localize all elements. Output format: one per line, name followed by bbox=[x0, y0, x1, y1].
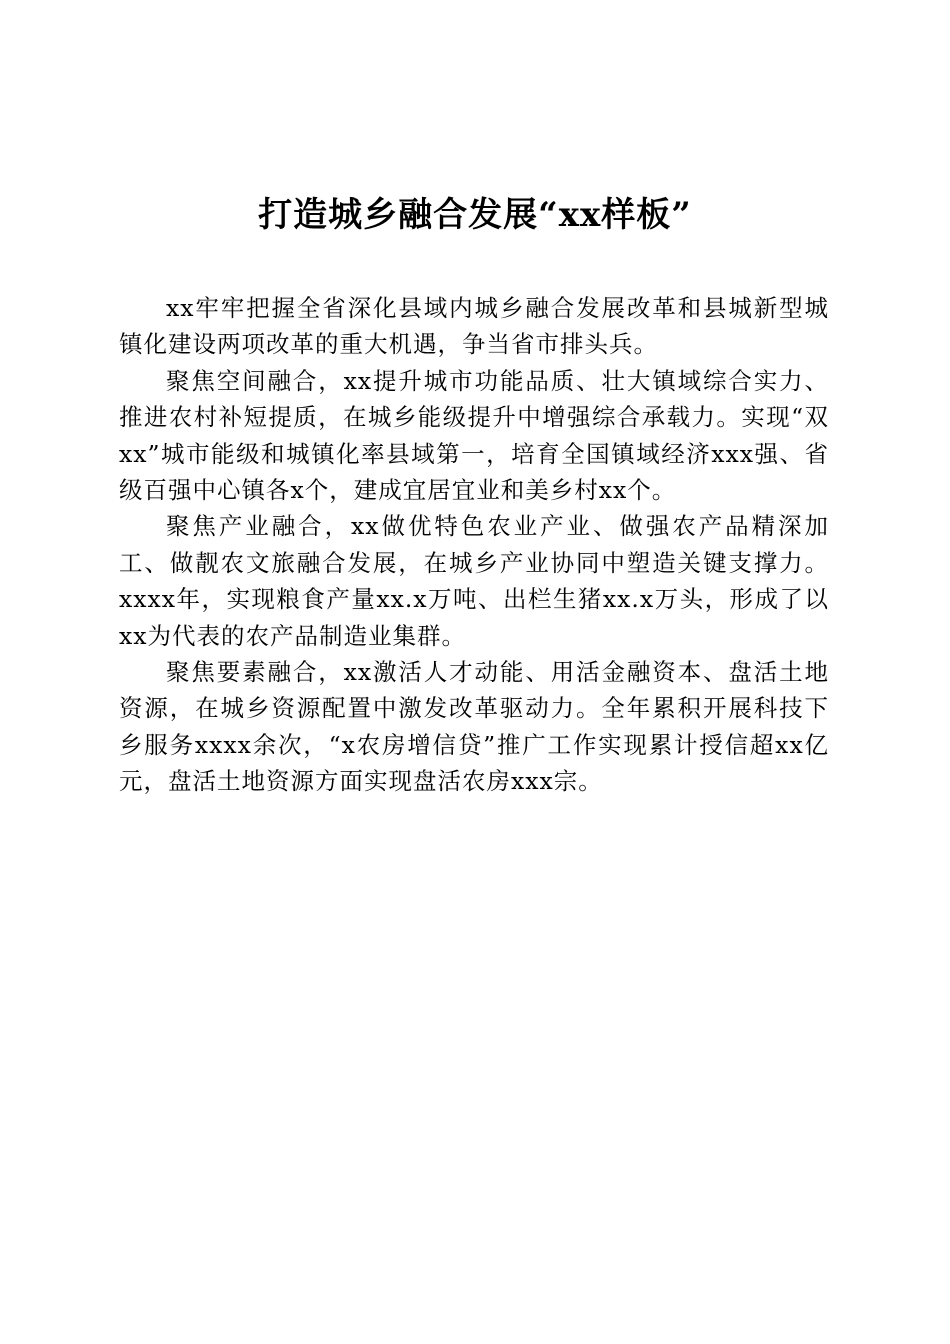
paragraph-industry-integration: 聚焦产业融合，xx做优特色农业产业、做强农产品精深加工、做靓农文旅融合发展，在城乡产业协同中塑造关键支撑力。xxxx年，实现粮食产量xx.x万吨、出栏生猪xx.x万头，形成了以xx为代表的农产品制造业集群。 bbox=[119, 512, 829, 650]
paragraph-spatial-integration: 聚焦空间融合，xx提升城市功能品质、壮大镇域综合实力、推进农村补短提质，在城乡能级提升中增强综合承载力。实现“双xx”城市能级和城镇化率县域第一，培育全国镇域经济xxx强、省级百强中心镇各x个，建成宜居宜业和美乡村xx个。 bbox=[119, 366, 829, 505]
document-body bbox=[119, 290, 829, 800]
document-title: 打造城乡融合发展“xx样板” bbox=[258, 194, 692, 235]
paragraph-intro: xx牢牢把握全省深化县域内城乡融合发展改革和县城新型城镇化建设两项改革的重大机遇，争当省市排头兵。 bbox=[119, 294, 829, 359]
paragraph-factor-integration: 聚焦要素融合，xx激活人才动能、用活金融资本、盘活土地资源，在城乡资源配置中激发改革驱动力。全年累积开展科技下乡服务xxxx余次，“x农房增信贷”推广工作实现累计授信超xx亿元，盘活土地资源方面实现盘活农房xxx宗。 bbox=[119, 658, 829, 796]
